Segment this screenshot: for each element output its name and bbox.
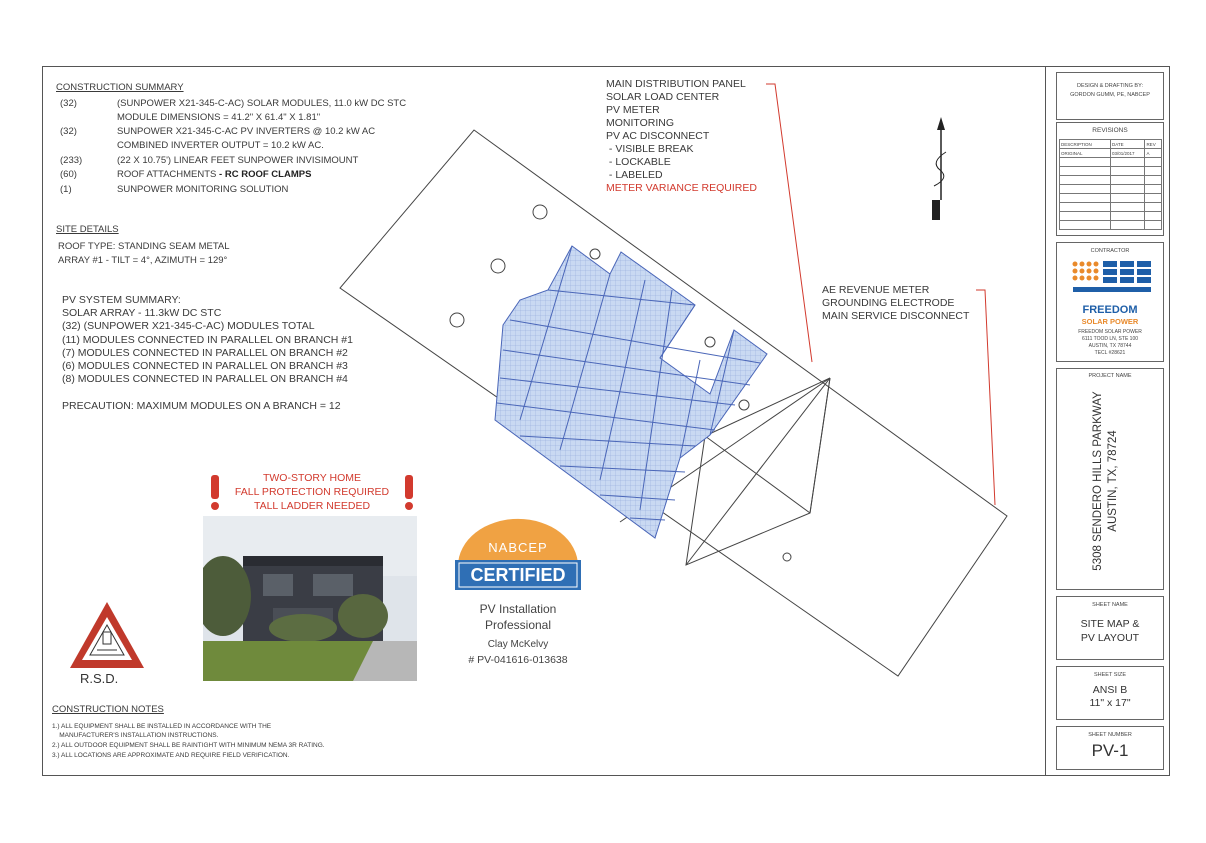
nabcep-number: # PV-041616-013638 (468, 654, 568, 666)
fall-warning-line: TWO-STORY HOME (262, 472, 361, 484)
callout-line: AE REVENUE METER (822, 284, 930, 296)
callout-leader-ae (976, 290, 995, 505)
fall-warning-line: TALL LADDER NEEDED (253, 500, 371, 512)
summary-text-bold: - RC ROOF CLAMPS (219, 169, 312, 180)
sheet-name-box (1056, 596, 1164, 660)
callout-line: MAIN SERVICE DISCONNECT (822, 310, 970, 322)
design-box (1056, 72, 1164, 120)
logo-word-freedom: FREEDOM (1082, 304, 1138, 316)
summary-text: COMBINED INVERTER OUTPUT = 10.2 kW AC. (117, 140, 324, 151)
table-row (1060, 203, 1162, 212)
table-row (1060, 158, 1162, 167)
rev-cell: ORIGINAL (1060, 149, 1111, 158)
callout-leader-main (766, 84, 812, 362)
summary-qty: (32) (60, 126, 77, 137)
nabcep-certified-text: CERTIFIED (470, 565, 566, 585)
contractor-line: AUSTIN, TX 78744 (1088, 343, 1132, 349)
solar-array-outline (495, 246, 767, 538)
project-address-line1: 5308 SENDERO HILLS PARKWAY (1092, 391, 1104, 571)
table-row (1060, 221, 1162, 230)
rsd-label: R.S.D. (80, 671, 119, 686)
sheet-size-label: SHEET SIZE (1094, 672, 1126, 678)
sheet-name-line1: SITE MAP & (1080, 618, 1140, 630)
roof-hip-line (705, 436, 810, 513)
pv-summary-line: (8) MODULES CONNECTED IN PARALLEL ON BRANCH #4 (62, 373, 348, 385)
callout-line: MONITORING (606, 117, 675, 129)
construction-summary-heading: CONSTRUCTION SUMMARY (56, 82, 184, 93)
project-name-box (1056, 368, 1164, 590)
exclamation-icon (211, 475, 219, 510)
construction-note: 2.) ALL OUTDOOR EQUIPMENT SHALL BE RAINTIGHT WITH MINIMUM NEMA 3R RATING. (52, 742, 325, 749)
table-row (1060, 149, 1162, 158)
revisions-label: REVISIONS (1092, 127, 1128, 134)
nabcep-name: Clay McKelvy (487, 639, 549, 650)
callout-line: - LOCKABLE (606, 156, 671, 168)
roof-hip-line (810, 378, 830, 513)
rev-header: DATE (1111, 140, 1145, 149)
freedom-logo-icon (1071, 260, 1153, 298)
exclamation-icon (405, 475, 413, 510)
house-photo (203, 516, 417, 681)
callout-line: SOLAR LOAD CENTER (606, 91, 720, 103)
table-row (1060, 176, 1162, 185)
callout-line: MAIN DISTRIBUTION PANEL (606, 78, 746, 90)
revisions-box (1056, 122, 1164, 236)
title-block (1045, 66, 1170, 776)
summary-text: SUNPOWER X21-345-C-AC PV INVERTERS @ 10.2 kW AC (117, 126, 376, 137)
summary-qty: (32) (60, 98, 77, 109)
pv-summary-line: (6) MODULES CONNECTED IN PARALLEL ON BRANCH #3 (62, 360, 348, 372)
pv-summary-heading: PV SYSTEM SUMMARY: (62, 294, 181, 306)
north-arrow-icon (932, 117, 946, 220)
design-name: GORDON GUMM, PE, NABCEP (1070, 92, 1150, 98)
site-details-heading: SITE DETAILS (56, 224, 119, 235)
project-label: PROJECT NAME (1088, 373, 1132, 379)
table-row (1060, 167, 1162, 176)
nabcep-arc-text: NABCEP (488, 540, 548, 555)
contractor-label: CONTRACTOR (1090, 248, 1130, 254)
roof-vent (491, 259, 505, 273)
summary-text: (SUNPOWER X21-345-C-AC) SOLAR MODULES, 11.0 kW DC STC (117, 98, 407, 109)
summary-text: SUNPOWER MONITORING SOLUTION (117, 184, 289, 195)
nabcep-line1: PV Installation (479, 602, 557, 616)
callout-line: PV AC DISCONNECT (606, 130, 710, 142)
project-address-rotated (1091, 381, 1131, 581)
sheet-number-label: SHEET NUMBER (1088, 732, 1132, 738)
rsd-warning-icon (70, 602, 144, 668)
roof-type: ROOF TYPE: STANDING SEAM METAL (58, 241, 230, 252)
summary-text: (22 X 10.75') LINEAR FEET SUNPOWER INVISIMOUNT (117, 155, 359, 166)
sheet-number: PV-1 (1091, 741, 1129, 760)
pv-summary-line: (11) MODULES CONNECTED IN PARALLEL ON BRANCH #1 (62, 334, 353, 346)
pv-summary-line: (7) MODULES CONNECTED IN PARALLEL ON BRANCH #2 (62, 347, 348, 359)
roof-vent (450, 313, 464, 327)
rev-header: DESCRIPTION (1060, 140, 1111, 149)
roof-vent (533, 205, 547, 219)
contractor-line: TECL #28621 (1094, 350, 1126, 356)
construction-notes-heading: CONSTRUCTION NOTES (52, 704, 164, 715)
solar-panel-array (495, 246, 767, 538)
summary-text: MODULE DIMENSIONS = 41.2" X 61.4" X 1.81" (117, 112, 321, 123)
meter-variance-warning: METER VARIANCE REQUIRED (606, 182, 757, 194)
roof-vent (783, 553, 791, 561)
revisions-table (1059, 139, 1162, 230)
contractor-box (1056, 242, 1164, 362)
table-row (1060, 185, 1162, 194)
sheet-number-box (1056, 726, 1164, 770)
summary-text-main: ROOF ATTACHMENTS (117, 169, 217, 180)
roof-vent (590, 249, 600, 259)
logo-word-solar: SOLAR POWER (1081, 317, 1139, 326)
construction-note: MANUFACTURER'S INSTALLATION INSTRUCTIONS. (52, 732, 219, 739)
callout-line: - VISIBLE BREAK (606, 143, 694, 155)
table-row (1060, 194, 1162, 203)
rev-cell: A (1145, 149, 1162, 158)
rev-cell: 03/01/2017 (1111, 149, 1145, 158)
pv-summary-line: SOLAR ARRAY - 11.3kW DC STC (62, 307, 222, 319)
nabcep-line2: Professional (484, 618, 552, 632)
precaution-note: PRECAUTION: MAXIMUM MODULES ON A BRANCH = 12 (62, 400, 341, 412)
summary-qty: (233) (60, 155, 83, 166)
construction-note: 3.) ALL LOCATIONS ARE APPROXIMATE AND REQUIRE FIELD VERIFICATION. (52, 752, 290, 759)
callout-line: GROUNDING ELECTRODE (822, 297, 955, 309)
construction-note: 1.) ALL EQUIPMENT SHALL BE INSTALLED IN ACCORDANCE WITH THE (52, 723, 272, 730)
array-tilt-azimuth: ARRAY #1 - TILT = 4°, AZIMUTH = 129° (58, 255, 228, 266)
callout-line: - LABELED (606, 169, 663, 181)
contractor-line: 6111 TOOD LN, STE 100 (1081, 336, 1139, 342)
summary-qty: (60) (60, 169, 77, 180)
fall-warning-line: FALL PROTECTION REQUIRED (234, 486, 390, 498)
rev-header: REV (1145, 140, 1162, 149)
sheet-size-line2: 11" x 17" (1089, 697, 1131, 709)
callout-line: PV METER (606, 104, 660, 116)
table-row (1060, 212, 1162, 221)
pv-summary-line: (32) (SUNPOWER X21-345-C-AC) MODULES TOTAL (62, 320, 315, 332)
sheet-name-line2: PV LAYOUT (1080, 632, 1140, 644)
summary-qty: (1) (60, 184, 72, 195)
contractor-line: FREEDOM SOLAR POWER (1078, 329, 1142, 335)
sheet-size-box (1056, 666, 1164, 720)
roof-vent (739, 400, 749, 410)
project-address-line2: AUSTIN, TX, 78724 (1107, 430, 1119, 532)
roof-vent (705, 337, 715, 347)
sheet-size-line1: ANSI B (1092, 684, 1128, 696)
table-row (1060, 140, 1162, 149)
design-label: DESIGN & DRAFTING BY: (1076, 83, 1143, 89)
sheet-name-label: SHEET NAME (1092, 602, 1128, 608)
